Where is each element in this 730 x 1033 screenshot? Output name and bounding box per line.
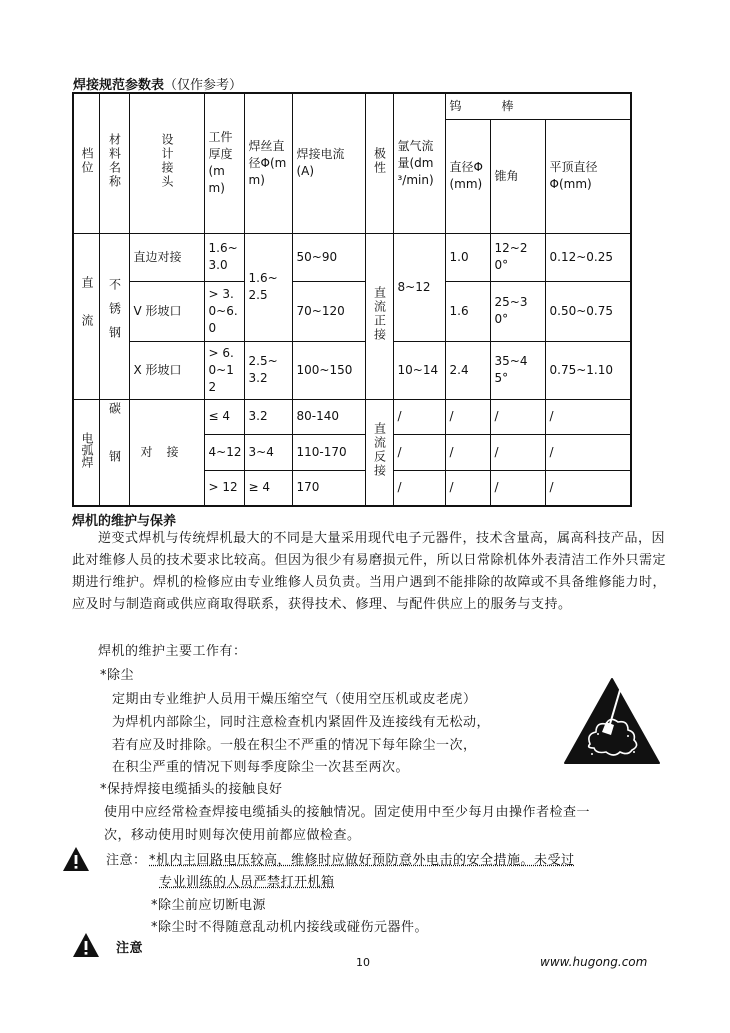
table-cell: 1.6~2.5: [244, 233, 292, 341]
dust-line: 在积尘严重的情况下则每季度除尘一次甚至两次。: [112, 760, 410, 775]
table-cell: 0.50~0.75: [545, 281, 631, 341]
table-row: [73, 341, 631, 399]
header-w-flat: 平顶直径Φ(mm): [545, 119, 631, 233]
table-cell: /: [445, 399, 490, 435]
table-cell: 4~12: [204, 435, 244, 471]
table-cell: /: [445, 435, 490, 471]
carbon-label: 碳钢: [99, 399, 129, 506]
table-cell: 1.6~3.0: [204, 233, 244, 281]
dust-line: 定期由专业维护人员用干燥压缩空气（使用空压机或皮老虎）: [112, 692, 477, 707]
table-row: [73, 233, 631, 281]
table-cell: 1.0: [445, 233, 490, 281]
maintenance-intro: 逆变式焊机与传统焊机最大的不同是大量采用现代电子元器件，技术含量高，属高科技产品，因此对维修人员的技术要求比较高。但因为很少有易磨损元件，所以日常除机体外表清洁工作外只需定期进行维护。焊机的检修应由专业维修人员负责。当用户遇到不能排除的故障或不具备维修能力时，应及时与制造商或供应商取得联系，获得技术、修理、与配件供应上的服务与支持。: [72, 531, 667, 612]
header-wire-dia: 焊丝直径Φ(mm): [244, 93, 292, 233]
table-cell: 直边对接: [129, 233, 204, 281]
cable-line: 次，移动使用时则每次使用前都应做检查。: [104, 828, 361, 843]
table-cell: 80-140: [292, 399, 365, 435]
table-row: [73, 281, 631, 341]
table-cell: /: [545, 470, 631, 506]
header-polarity: 极性: [365, 93, 393, 233]
table-cell: 2.4: [445, 341, 490, 399]
arc-label: 电弧焊: [73, 399, 99, 506]
table-cell: /: [393, 399, 445, 435]
cable-line: 使用中应经常检查焊接电缆插头的接触情况。固定使用中至少每月由操作者检查一: [104, 805, 591, 820]
note-label: 注意：: [106, 853, 147, 868]
header-thickness: 工件厚度(mm): [204, 93, 244, 233]
header-gear: 档位: [73, 93, 99, 233]
dust-title: *除尘: [100, 668, 135, 683]
arc-joint: 对接: [129, 399, 204, 506]
stainless-label: 不锈钢: [99, 233, 129, 399]
main-work-label: 焊机的维护主要工作有：: [98, 644, 247, 659]
welding-params-table: [72, 92, 632, 507]
table-caption: 焊接规范参数表（仅作参考）: [73, 78, 243, 93]
note-line: *除尘前应切断电源: [151, 898, 267, 913]
table-cell: /: [490, 435, 545, 471]
table-cell: V 形坡口: [129, 281, 204, 341]
header-w-dia: 直径Φ(mm): [445, 119, 490, 233]
table-cell: /: [490, 399, 545, 435]
maintenance-heading: 焊机的维护与保养: [72, 514, 177, 529]
table-cell: 50~90: [292, 233, 365, 281]
table-cell: /: [393, 470, 445, 506]
page-number: 10: [356, 956, 370, 969]
table-cell: 25~30°: [490, 281, 545, 341]
note-line: *机内主回路电压较高，维修时应做好预防意外电击的安全措施。未受过: [149, 853, 575, 868]
table-cell: X 形坡口: [129, 341, 204, 399]
warning-icon: [62, 846, 90, 872]
header-w-angle: 锥角: [490, 119, 545, 233]
header-current: 焊接电流(A): [292, 93, 365, 233]
table-cell: 3~4: [244, 435, 292, 471]
dust-line: 若有应及时排除。一般在积尘不严重的情况下每年除尘一次，: [112, 738, 477, 753]
table-cell: > 3.0~6.0: [204, 281, 244, 341]
table-cell: ≥ 4: [244, 470, 292, 506]
table-cell: 110-170: [292, 435, 365, 471]
table-cell: 35~45°: [490, 341, 545, 399]
table-cell: > 12: [204, 470, 244, 506]
cable-title: *保持焊接电缆插头的接触良好: [100, 782, 283, 797]
footer-url[interactable]: www.hugong.com: [540, 955, 648, 969]
table-cell: ≤ 4: [204, 399, 244, 435]
table-cell: /: [545, 435, 631, 471]
dc-polarity: 直流正接: [365, 233, 393, 399]
table-cell: 0.12~0.25: [545, 233, 631, 281]
table-row: [73, 399, 631, 435]
note2-label: 注意: [116, 941, 144, 956]
table-cell: > 6.0~12: [204, 341, 244, 399]
table-cell: /: [545, 399, 631, 435]
header-material: 材料名称: [99, 93, 129, 233]
note-line: *除尘时不得随意乱动机内接线或碰伤元器件。: [151, 920, 429, 935]
table-cell: 0.75~1.10: [545, 341, 631, 399]
warning-icon: [72, 932, 100, 958]
table-cell: /: [445, 470, 490, 506]
table-cell: 1.6: [445, 281, 490, 341]
table-cell: 100~150: [292, 341, 365, 399]
table-cell: 10~14: [393, 341, 445, 399]
header-joint: 设计接头: [129, 93, 204, 233]
table-cell: /: [393, 435, 445, 471]
table-cell: /: [490, 470, 545, 506]
dust-line: 为焊机内部除尘，同时注意检查机内紧固件及连接线有无松动，: [112, 715, 491, 730]
table-cell: 3.2: [244, 399, 292, 435]
table-cell: 12~20°: [490, 233, 545, 281]
table-cell: 170: [292, 470, 365, 506]
note-line: 专业训练的人员严禁打开机箱: [159, 875, 335, 890]
dust-warning-icon: [562, 676, 662, 766]
table-cell: 8~12: [393, 233, 445, 341]
header-tungsten: 钨棒: [445, 93, 631, 119]
header-argon: 氩气流量(dm³/min): [393, 93, 445, 233]
table-cell: 70~120: [292, 281, 365, 341]
table-cell: 2.5~3.2: [244, 341, 292, 399]
arc-polarity: 直流反接: [365, 399, 393, 506]
dc-label: 直流: [73, 233, 99, 399]
